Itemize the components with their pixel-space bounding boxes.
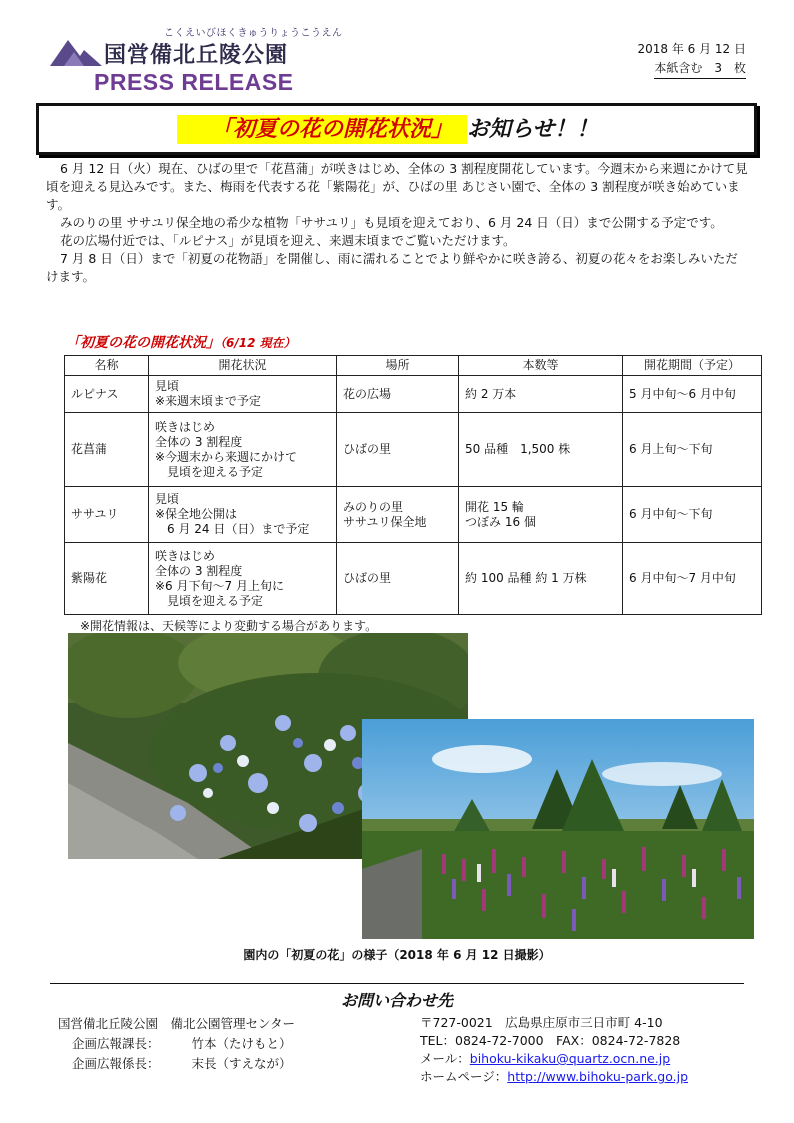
cell-count	[459, 413, 623, 487]
cell-status	[149, 413, 337, 487]
place-line: ササユリ保全地	[343, 514, 427, 529]
contact-phone: TEL：0824-72-7000 FAX：0824-72-7828	[420, 1033, 681, 1048]
status-line: 見頃を迎える予定	[155, 464, 264, 479]
lupin-photo	[362, 719, 754, 939]
body-paragraph: みのりの里 ササユリ保全地の希少な植物「ササユリ」も見頃を迎えており、6 月 24 日（日）まで公開する予定です。	[60, 215, 723, 230]
cell-period: 6 月中旬〜下旬	[623, 487, 762, 543]
cell-status	[149, 543, 337, 615]
contact-person	[58, 1034, 295, 1054]
cell-name: ルピナス	[65, 376, 149, 413]
contact-person	[58, 1054, 295, 1074]
count-line: 約 100 品種 約 1 万株	[465, 571, 587, 585]
cell-period: 5 月中旬〜6 月中旬	[623, 376, 762, 413]
place-line: ひばの里	[343, 442, 392, 456]
mountain-logo-icon	[50, 36, 102, 66]
count-line: 50 品種 1,500 株	[465, 442, 571, 456]
header-place: 場所	[337, 356, 459, 376]
contact-web-row	[420, 1068, 688, 1086]
email-label: メール：	[420, 1051, 470, 1066]
contact-details	[420, 1014, 688, 1086]
sheet-count: 本紙含む 3 枚	[654, 59, 746, 79]
table-row	[65, 376, 762, 413]
table-row	[65, 487, 762, 543]
release-date: 2018 年 6 月 12 日	[637, 42, 746, 56]
status-line: 見頃	[155, 492, 180, 506]
place-line: みのりの里	[343, 499, 404, 514]
contact-name: 末長（すえなが）	[191, 1056, 292, 1071]
cell-count	[459, 376, 623, 413]
table-title-main: 「初夏の花の開花状況」	[66, 335, 220, 351]
cell-place	[337, 487, 459, 543]
header-count: 本数等	[459, 356, 623, 376]
body-text	[46, 160, 750, 286]
org-name-ruby: こくえいびほくきゅうりょうこうえん	[164, 28, 343, 39]
cell-name: ササユリ	[65, 487, 149, 543]
count-line: 開花 15 輪	[465, 499, 524, 514]
status-line: ※今週末から来週にかけて	[155, 449, 298, 464]
status-line: 見頃を迎える予定	[155, 593, 264, 608]
cell-status	[149, 487, 337, 543]
status-line: 咲きはじめ	[155, 548, 216, 563]
cell-count	[459, 487, 623, 543]
table-row	[65, 413, 762, 487]
contact-organization	[58, 1014, 295, 1074]
contact-email-row	[420, 1050, 688, 1068]
table-row	[65, 543, 762, 615]
photo-caption: 園内の「初夏の花」の様子（2018 年 6 月 12 日撮影）	[243, 948, 551, 962]
cell-place	[337, 413, 459, 487]
status-line: ※来週末頃まで予定	[155, 394, 262, 408]
count-line: つぼみ 16 個	[465, 514, 536, 529]
park-logo	[46, 22, 343, 102]
title-box	[36, 103, 757, 155]
cell-place	[337, 543, 459, 615]
status-line: 咲きはじめ	[155, 419, 216, 434]
title-tail: お知らせ！！	[467, 117, 599, 142]
place-line: ひばの里	[343, 571, 392, 585]
contact-address: 〒727-0021 広島県庄原市三日市町 4-10	[420, 1015, 663, 1030]
status-line: 全体の 3 割程度	[155, 434, 243, 449]
body-paragraph: 7 月 8 日（日）まで「初夏の花物語」を開催し、雨に濡れることでより鮮やかに咲き誇る、初夏の花々をお楽しみいただけます。	[46, 251, 738, 284]
table-title-date: （6/12 現在）	[220, 336, 296, 350]
cell-place	[337, 376, 459, 413]
press-release-label: PRESS RELEASE	[94, 69, 294, 95]
contact-title: お問い合わせ先	[340, 991, 453, 1010]
status-line: ※6 月下旬〜7 月上旬に	[155, 578, 284, 593]
website-link[interactable]: http://www.bihoku-park.go.jp	[507, 1069, 689, 1084]
bloom-status-table	[64, 355, 762, 615]
contact-divider	[50, 983, 744, 984]
web-label: ホームページ：	[420, 1069, 508, 1084]
cell-count	[459, 543, 623, 615]
header-status: 開花状況	[149, 356, 337, 376]
cell-period: 6 月中旬〜7 月中旬	[623, 543, 762, 615]
cell-name: 紫陽花	[65, 543, 149, 615]
body-paragraph: 花の広場付近では、「ルピナス」が見頃を迎え、来週末頃までご覧いただけます。	[60, 233, 516, 248]
count-line: 約 2 万本	[465, 386, 517, 401]
cell-name: 花菖蒲	[65, 413, 149, 487]
status-line: 見頃	[155, 379, 180, 393]
cell-status	[149, 376, 337, 413]
status-line: 全体の 3 割程度	[155, 563, 243, 578]
table-header-row	[65, 356, 762, 376]
org-name: 国営備北丘陵公園	[104, 43, 289, 68]
title-highlight: 「初夏の花の開花状況」	[177, 115, 467, 144]
body-paragraph: 6 月 12 日（火）現在、ひばの里で「花菖蒲」が咲きはじめ、全体の 3 割程度開花しています。今週末から来週にかけて見頃を迎える見込みです。また、梅雨を代表する花「紫陽花」が、ひばの里 あじさい園で、全体の 3 割程度が咲き始めています。	[46, 161, 748, 212]
status-line: ※保全地公開は	[155, 507, 238, 521]
header-period: 開花期間（予定）	[623, 356, 762, 376]
table-note: ※開花情報は、天候等により変動する場合があります。	[80, 619, 378, 633]
place-line: 花の広場	[343, 386, 392, 401]
cell-period: 6 月上旬〜下旬	[623, 413, 762, 487]
contact-name: 竹本（たけもと）	[191, 1036, 292, 1051]
header-name: 名称	[65, 356, 149, 376]
email-link[interactable]: bihoku-kikaku@quartz.ocn.ne.jp	[469, 1051, 671, 1066]
contact-role: 企画広報係長：	[72, 1056, 160, 1071]
status-line: 6 月 24 日（日）まで予定	[155, 522, 310, 536]
page-title	[169, 112, 610, 148]
contact-org-name: 国営備北丘陵公園 備北公園管理センター	[58, 1016, 296, 1031]
contact-role: 企画広報課長：	[72, 1036, 160, 1051]
table-title	[66, 332, 296, 352]
date-block	[637, 40, 746, 79]
